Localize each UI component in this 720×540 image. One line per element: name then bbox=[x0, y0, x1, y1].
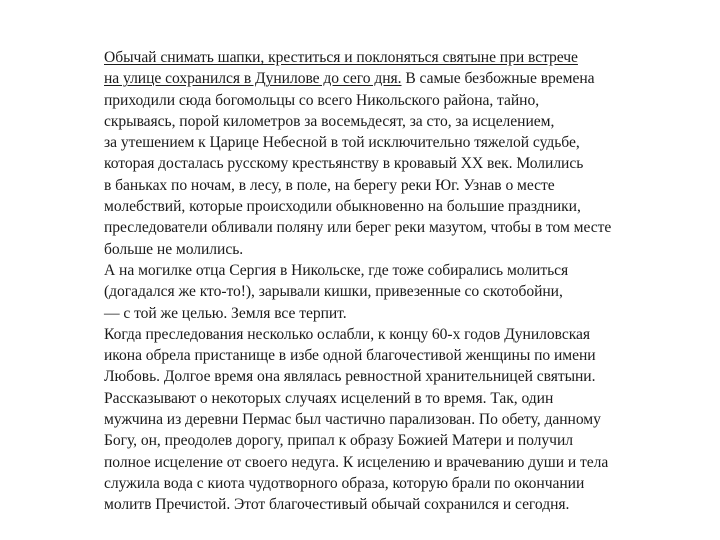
text-line-2 bbox=[104, 68, 704, 89]
plain-text: Рассказывают о некоторых случаях исцелений в то время. Так, один bbox=[104, 389, 554, 407]
text-line-13 bbox=[104, 303, 704, 324]
text-line-7 bbox=[104, 175, 704, 196]
text-line-16 bbox=[104, 366, 704, 387]
plain-text: мужчина из деревни Пермас был частично парализован. По обету, данному bbox=[104, 411, 601, 429]
text-line-21 bbox=[104, 473, 704, 494]
text-line-22 bbox=[104, 494, 704, 515]
text-line-14 bbox=[104, 324, 704, 345]
plain-text: больше не молились. bbox=[104, 240, 244, 258]
plain-text: Когда преследования несколько ослабли, к концу 60-х годов Дуниловская bbox=[104, 325, 590, 343]
plain-text: (догадался же кто-то!), зарывали кишки, привезенные со скотобойни, bbox=[104, 283, 563, 301]
text-line-17 bbox=[104, 388, 704, 409]
text-line-20 bbox=[104, 452, 704, 473]
plain-text: служила вода с киота чудотворного образа, которую брали по окончании bbox=[104, 474, 585, 492]
text-line-9 bbox=[104, 217, 704, 238]
plain-text: за утешением к Царице Небесной в той исключительно тяжелой судьбе, bbox=[104, 134, 580, 152]
plain-text: молитв Пречистой. Этот благочестивый обычай сохранился и сегодня. bbox=[104, 496, 570, 514]
plain-text: преследователи обливали поляну или берег реки мазутом, чтобы в том месте bbox=[104, 219, 612, 237]
plain-text: скрываясь, порой километров за восемьдесят, за сто, за исцелением, bbox=[104, 112, 555, 130]
text-line-11 bbox=[104, 260, 704, 281]
text-line-6 bbox=[104, 153, 704, 174]
plain-text: Богу, он, преодолев дорогу, припал к образу Божией Матери и получил bbox=[104, 432, 573, 450]
underlined-text: Обычай снимать шапки, креститься и поклоняться святыне при встрече bbox=[104, 49, 578, 66]
plain-text: А на могилке отца Сергия в Никольске, где тоже собирались молиться bbox=[104, 261, 569, 279]
text-line-12 bbox=[104, 281, 704, 302]
plain-text: полное исцеление от своего недуга. К исцелению и врачеванию души и тела bbox=[104, 453, 609, 471]
text-line-3 bbox=[104, 90, 704, 111]
plain-text: приходили сюда богомольцы со всего Никольского района, тайно, bbox=[104, 91, 540, 109]
text-line-19 bbox=[104, 430, 704, 451]
text-line-18 bbox=[104, 409, 704, 430]
text-line-1 bbox=[104, 47, 704, 68]
plain-text: молебствий, которые происходили обыкновенно на большие праздники, bbox=[104, 198, 581, 216]
plain-text: Любовь. Долгое время она являлась ревностной хранительницей святыни. bbox=[104, 368, 596, 386]
text-line-4 bbox=[104, 111, 704, 132]
text-line-15 bbox=[104, 345, 704, 366]
text-line-8 bbox=[104, 196, 704, 217]
body-text bbox=[104, 47, 704, 516]
plain-text: в баньках по ночам, в лесу, в поле, на берегу реки Юг. Узнав о месте bbox=[104, 176, 555, 194]
plain-text: В самые безбожные времена bbox=[401, 70, 595, 88]
plain-text: — с той же целью. Земля все терпит. bbox=[104, 304, 347, 322]
underlined-text: на улице сохранился в Дунилове до сего дня. bbox=[104, 70, 402, 88]
plain-text: которая досталась русскому крестьянству в кровавый XX век. Молились bbox=[104, 155, 584, 173]
text-line-5 bbox=[104, 132, 704, 153]
text-line-10 bbox=[104, 239, 704, 260]
plain-text: икона обрела пристанище в избе одной благочестивой женщины по имени bbox=[104, 347, 596, 365]
